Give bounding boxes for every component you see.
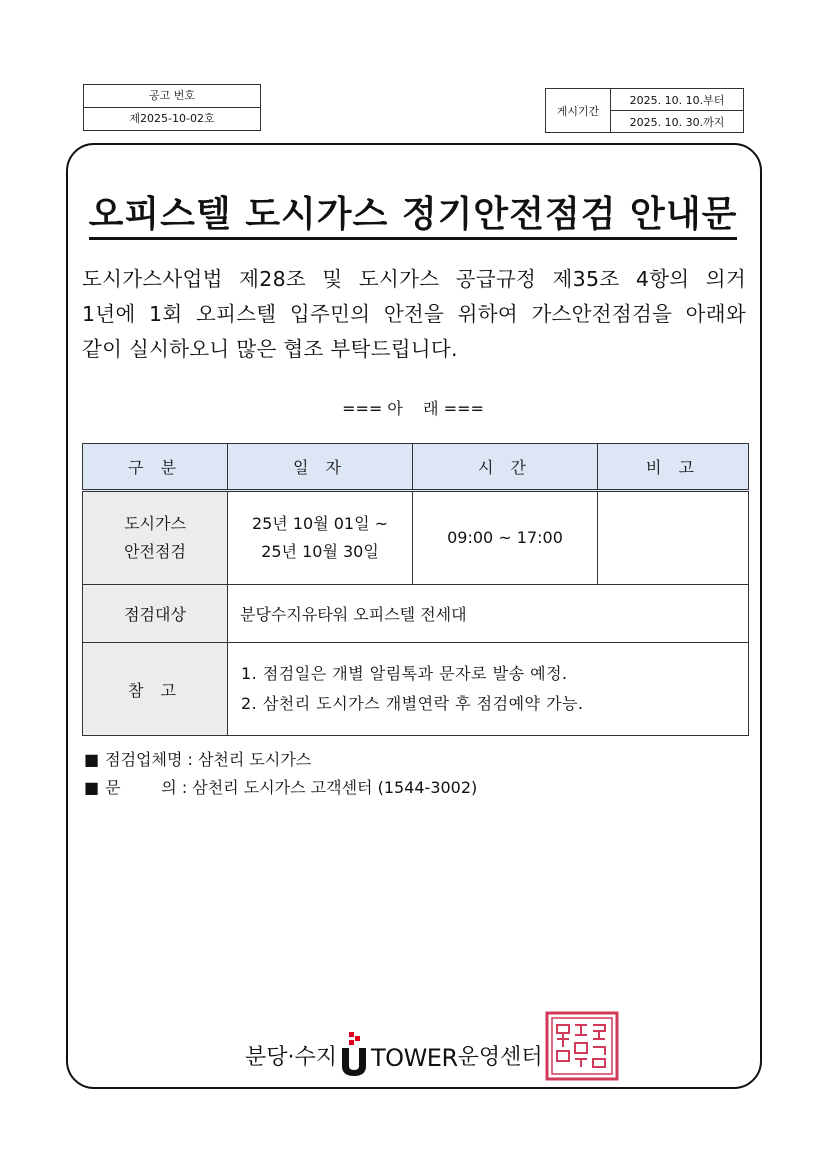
row-inspection-time: 09:00 ~ 17:00 <box>413 491 598 585</box>
intro-line-2: 1년에 1회 오피스텔 입주민의 안전을 위하여 가스안전점검을 아래와 <box>82 302 746 326</box>
header-date: 일 자 <box>228 444 413 491</box>
footer-brand: TOWER <box>371 1044 458 1072</box>
intro-line-3: 같이 실시하오니 많은 협조 부탁드립니다. <box>82 337 458 361</box>
square-bullet-icon: ■ <box>84 778 100 797</box>
footer-right-text: 운영센터 <box>457 1045 543 1070</box>
below-marker: === 아 래 === <box>342 399 484 418</box>
square-bullet-icon: ■ <box>84 750 100 769</box>
notice-label: 공고 번호 <box>84 85 260 108</box>
official-seal-icon <box>545 1011 619 1081</box>
row-reference-label: 참 고 <box>83 643 228 736</box>
header-time: 시 간 <box>413 444 598 491</box>
inquiry-value: : 삼천리 도시가스 고객센터 (1544-3002) <box>181 778 478 797</box>
page-title: 오피스텔 도시가스 정기안전점검 안내문 <box>0 186 826 237</box>
row-inspection-date: 25년 10월 01일 ~ 25년 10월 30일 <box>228 491 413 585</box>
reference-line-1: 1. 점검일은 개별 알림톡과 문자로 발송 예정. <box>241 664 568 683</box>
company-value: : 삼천리 도시가스 <box>187 750 312 769</box>
period-label: 게시기간 <box>546 89 611 132</box>
reference-line-2: 2. 삼천리 도시가스 개별연락 후 점검예약 가능. <box>241 694 584 713</box>
inquiry-label: 문 의 <box>105 778 177 797</box>
footer-logo <box>245 1018 543 1078</box>
notice-number-box <box>83 84 261 131</box>
row-target-label: 점검대상 <box>83 585 228 643</box>
row-inspection-label: 도시가스 안전점검 <box>83 491 228 585</box>
header-category: 구 분 <box>83 444 228 491</box>
intro-line-1: 도시가스사업법 제28조 및 도시가스 공급규정 제35조 4항의 의거 <box>82 267 746 291</box>
notice-number: 제2025-10-02호 <box>129 112 215 125</box>
row-inspection-note <box>598 491 749 585</box>
row-reference-value <box>228 643 749 736</box>
period-to: 2025. 10. 30.까지 <box>629 115 725 129</box>
intro-paragraph <box>82 262 746 367</box>
row-target-value: 분당수지유타워 오피스텔 전세대 <box>228 585 749 643</box>
list-item <box>84 774 477 802</box>
list-item <box>84 746 477 774</box>
footer-left-text: 분당·수지 <box>245 1045 338 1070</box>
posting-period-box <box>545 88 744 133</box>
u-logo-icon <box>339 1030 369 1078</box>
period-from: 2025. 10. 10.부터 <box>611 89 743 111</box>
company-label: 점검업체명 <box>105 750 183 769</box>
header-note: 비 고 <box>598 444 749 491</box>
contact-info <box>84 746 477 802</box>
schedule-table <box>82 443 749 736</box>
